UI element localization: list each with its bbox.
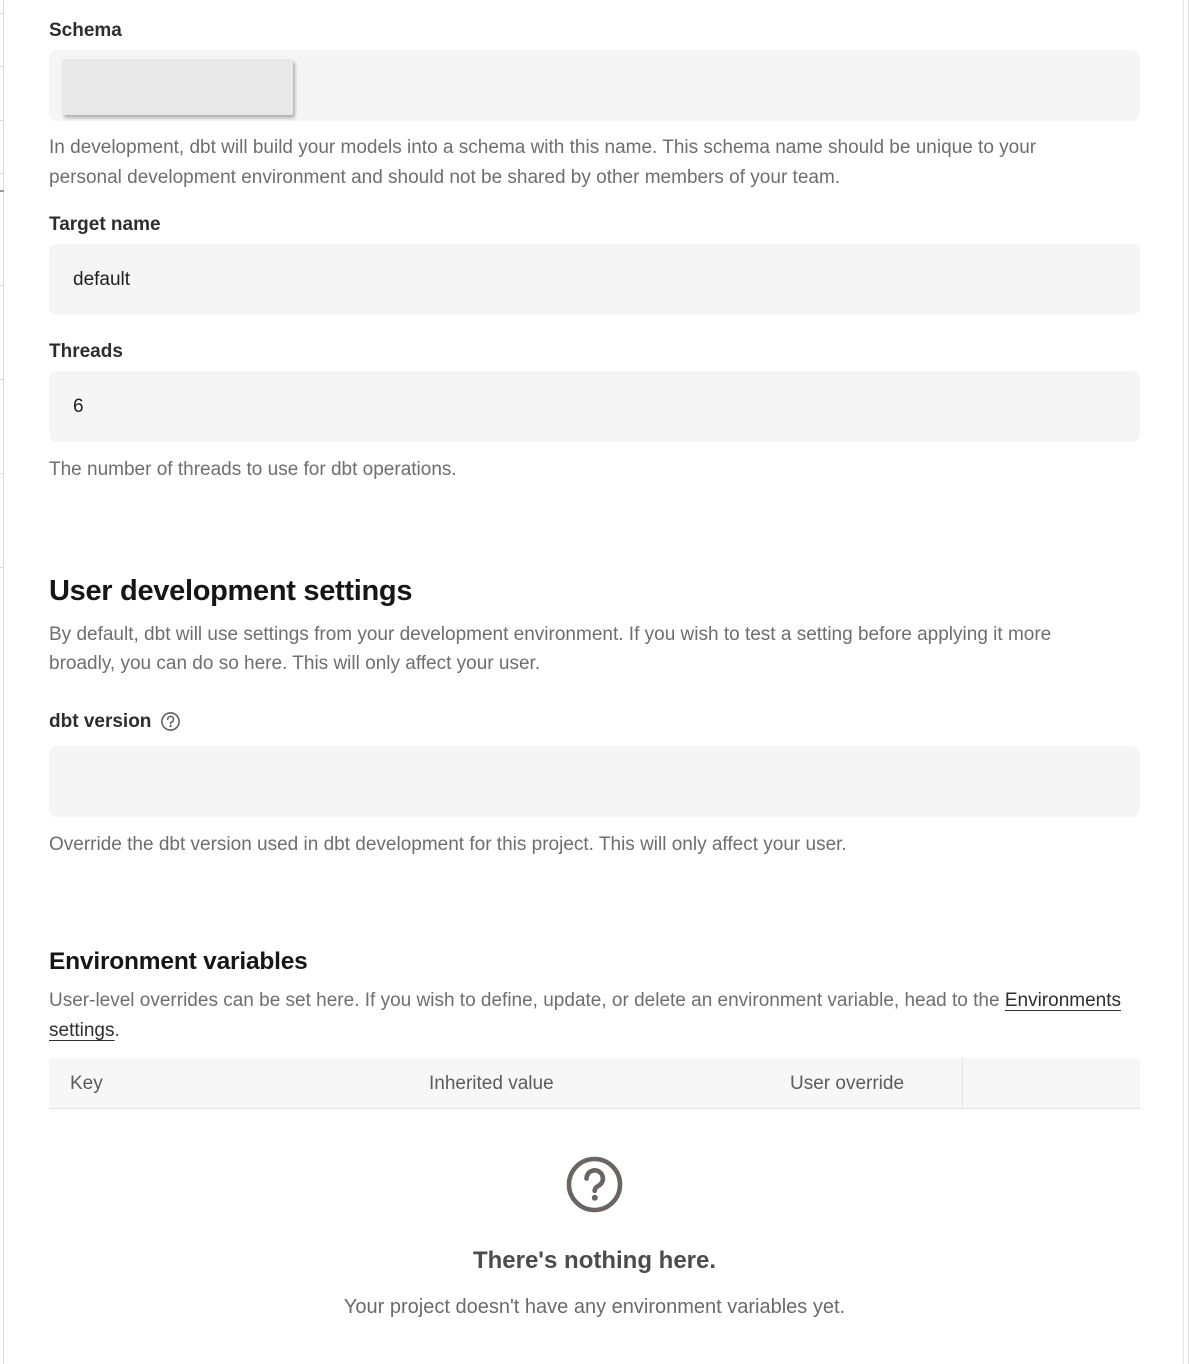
scrollbar-track xyxy=(1182,0,1190,1364)
column-divider xyxy=(962,1058,963,1109)
divider xyxy=(0,13,4,14)
column-header-key: Key xyxy=(70,1072,103,1094)
schema-label: Schema xyxy=(49,20,122,41)
target-name-input[interactable] xyxy=(49,244,1140,315)
env-vars-empty-state xyxy=(49,1156,1140,1322)
environment-variables-heading: Environment variables xyxy=(49,948,308,975)
column-header-user-override: User override xyxy=(790,1072,905,1094)
env-vars-table-header xyxy=(49,1058,1140,1109)
divider xyxy=(0,567,4,568)
environment-variables-description xyxy=(49,986,1139,1045)
dbt-version-help-text: Override the dbt version used in dbt development for this project. This will only affect your user. xyxy=(49,833,847,855)
schema-help-text: In development, dbt will build your models into a schema with this name. This schema name should be unique to your personal development environment and should not be shared by other members of your team. xyxy=(49,137,1037,188)
threads-label: Threads xyxy=(49,341,123,362)
column-header-inherited-value: Inherited value xyxy=(429,1072,554,1094)
divider xyxy=(0,66,4,67)
question-mark-circle-icon xyxy=(566,1156,623,1218)
credentials-settings-page xyxy=(49,0,1140,1322)
divider xyxy=(0,473,4,474)
divider xyxy=(0,120,4,121)
divider xyxy=(0,285,4,286)
empty-state-title: There's nothing here. xyxy=(472,1247,717,1274)
divider xyxy=(1183,0,1184,1364)
target-name-label: Target name xyxy=(49,214,161,235)
redacted-schema-value xyxy=(62,59,293,115)
description-text: User-level overrides can be set here. If you wish to define, update, or delete an environment variable, head to the xyxy=(49,990,1005,1011)
user-development-settings-description: By default, dbt will use settings from your development environment. If you wish to test a setting before applying it more broadly, you can do so here. This will only affect your user. xyxy=(49,623,1052,674)
dbt-version-input[interactable] xyxy=(49,746,1140,817)
description-text-suffix: . xyxy=(114,1019,120,1041)
divider xyxy=(0,173,4,174)
divider xyxy=(0,379,4,380)
divider xyxy=(0,190,4,192)
question-mark-circle-icon[interactable] xyxy=(160,711,181,732)
threads-help-text: The number of threads to use for dbt operations. xyxy=(49,459,457,480)
threads-input[interactable] xyxy=(49,371,1140,442)
divider xyxy=(1188,0,1189,1364)
empty-state-subtitle: Your project doesn't have any environment variables yet. xyxy=(343,1296,846,1318)
user-development-settings-heading: User development settings xyxy=(49,574,413,607)
schema-input[interactable] xyxy=(49,50,1140,121)
dbt-version-label: dbt version xyxy=(49,710,152,732)
environments-settings-link[interactable]: Environments settings xyxy=(49,990,1122,1041)
left-panel-edge xyxy=(0,0,4,1364)
